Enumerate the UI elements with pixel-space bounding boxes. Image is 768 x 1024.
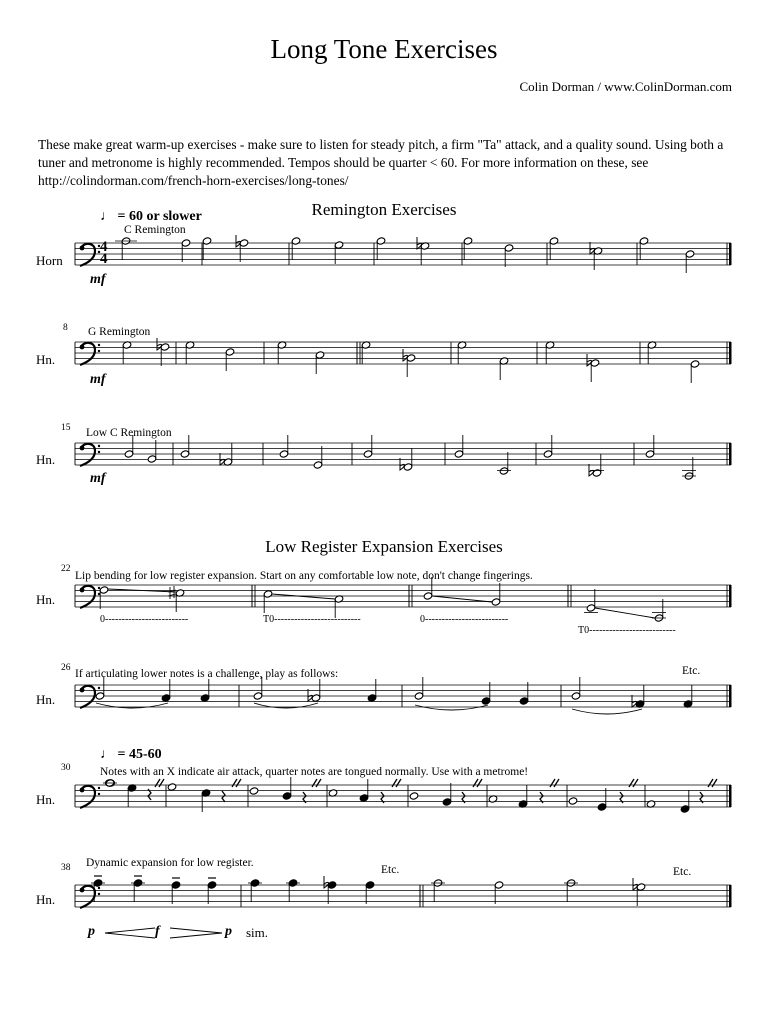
notehead-icon bbox=[200, 694, 210, 702]
measure-number: 30 bbox=[61, 763, 71, 773]
final-barline bbox=[729, 443, 732, 465]
etc-marking: Etc. bbox=[682, 665, 701, 677]
system-label-c-remington: C Remington bbox=[124, 224, 186, 236]
notehead-icon bbox=[409, 792, 419, 800]
breath-mark-icon bbox=[312, 779, 321, 787]
measure-number: 22 bbox=[61, 564, 71, 574]
final-barline bbox=[729, 342, 732, 364]
slur bbox=[415, 705, 488, 710]
measure-number: 8 bbox=[63, 323, 68, 333]
notehead-icon bbox=[207, 881, 217, 889]
instrument-name-hn: Hn. bbox=[36, 792, 56, 807]
notehead-icon bbox=[167, 783, 177, 791]
notehead-icon bbox=[590, 359, 600, 367]
notehead-icon bbox=[685, 250, 695, 258]
final-barline bbox=[729, 585, 732, 607]
bass-clef-icon bbox=[98, 350, 100, 352]
dynamic-f: f bbox=[155, 924, 160, 939]
notehead-icon bbox=[359, 794, 369, 802]
notehead-icon bbox=[311, 694, 321, 702]
time-signature-top: 4 bbox=[100, 239, 108, 255]
notehead-icon bbox=[180, 450, 190, 458]
breath-mark-icon bbox=[155, 779, 164, 787]
notehead-icon bbox=[568, 797, 578, 805]
fingering-line: 0------------------------- bbox=[100, 614, 189, 625]
gliss-line bbox=[595, 608, 655, 618]
notehead-icon bbox=[160, 343, 170, 351]
bass-clef-icon bbox=[80, 588, 85, 593]
etc-marking: Etc. bbox=[381, 864, 400, 876]
bass-clef-icon bbox=[80, 788, 85, 793]
fingering-line: T0-------------------------- bbox=[263, 614, 361, 625]
bass-clef-icon bbox=[98, 251, 100, 253]
bass-clef-icon bbox=[80, 888, 85, 893]
page-title: Long Tone Exercises bbox=[270, 34, 498, 64]
notehead-icon bbox=[291, 237, 301, 245]
notehead-icon bbox=[549, 237, 559, 245]
notehead-icon bbox=[597, 803, 607, 811]
section-title-remington: Remington Exercises bbox=[311, 200, 457, 219]
instrument-name-hn: Hn. bbox=[36, 692, 56, 707]
notehead-icon bbox=[279, 450, 289, 458]
measure-number: 38 bbox=[61, 863, 71, 873]
final-barline bbox=[729, 685, 732, 707]
bass-clef-icon bbox=[98, 445, 100, 447]
system-label-low-c-remington: Low C Remington bbox=[86, 427, 172, 439]
instrument-name-horn: Horn bbox=[36, 253, 63, 268]
notehead-icon bbox=[571, 692, 581, 700]
sharp-icon bbox=[168, 586, 176, 599]
final-barline bbox=[729, 243, 732, 265]
breath-mark-icon bbox=[473, 779, 482, 787]
quarter-rest-icon bbox=[222, 791, 225, 802]
breath-mark-icon bbox=[629, 779, 638, 787]
notehead-icon bbox=[376, 237, 386, 245]
notehead-icon bbox=[263, 590, 273, 598]
notehead-icon bbox=[454, 450, 464, 458]
breath-mark-icon bbox=[550, 779, 559, 787]
notehead-icon bbox=[225, 348, 235, 356]
bass-clef-icon bbox=[80, 446, 85, 451]
breath-mark-icon bbox=[392, 779, 401, 787]
etc-marking: Etc. bbox=[673, 866, 692, 878]
notehead-icon bbox=[586, 604, 596, 612]
breath-mark-icon bbox=[232, 779, 241, 787]
dynamic-mf: mf bbox=[90, 272, 106, 287]
notehead-icon bbox=[543, 450, 553, 458]
measure-number: 15 bbox=[61, 423, 71, 433]
final-barline bbox=[729, 885, 732, 907]
decrescendo-hairpin bbox=[170, 928, 222, 938]
notehead-icon bbox=[491, 598, 501, 606]
notehead-icon bbox=[161, 694, 171, 702]
bass-clef-icon bbox=[98, 887, 100, 889]
gliss-line bbox=[272, 594, 335, 599]
notehead-icon bbox=[639, 237, 649, 245]
notehead-icon bbox=[690, 360, 700, 368]
notehead-icon bbox=[147, 455, 157, 463]
notehead-icon bbox=[315, 351, 325, 359]
notehead-icon bbox=[494, 881, 504, 889]
notehead-icon bbox=[504, 244, 514, 252]
notehead-icon bbox=[181, 239, 191, 247]
notehead-icon bbox=[95, 692, 105, 700]
notehead-icon bbox=[253, 692, 263, 700]
instrument-name-hn: Hn. bbox=[36, 892, 56, 907]
time-signature-bottom: 4 bbox=[100, 251, 108, 267]
intro-text: These make great warm-up exercises - make sure to listen for steady pitch, a firm "Ta" attack, and a quality sound. Using both a tuner and metronome is highly recommended. Tempos should be quarter < 60. For more information on these, see http://colindorman.com/french-horn-exercises/long-tones/ bbox=[38, 137, 724, 188]
notehead-icon bbox=[645, 450, 655, 458]
notehead-icon bbox=[124, 450, 134, 458]
dynamic-p: p bbox=[88, 924, 95, 939]
system-label-lip-bending: Lip bending for low register expansion. Start on any comfortable low note, don't change fingerings. bbox=[75, 570, 533, 582]
notehead-icon bbox=[334, 241, 344, 249]
fingering-line: 0------------------------- bbox=[420, 614, 509, 625]
system-label-articulating: If articulating lower notes is a challenge, play as follows: bbox=[75, 668, 339, 680]
notehead-icon bbox=[499, 467, 509, 475]
bass-clef-icon bbox=[98, 451, 100, 453]
bass-clef-icon bbox=[98, 687, 100, 689]
bass-clef-icon bbox=[98, 787, 100, 789]
composer-credit: Colin Dorman / www.ColinDorman.com bbox=[519, 79, 732, 94]
dynamic-p: p bbox=[225, 924, 232, 939]
notehead-icon bbox=[363, 450, 373, 458]
measure-number: 26 bbox=[61, 663, 71, 673]
bass-clef-icon bbox=[98, 245, 100, 247]
bass-clef-icon bbox=[80, 688, 85, 693]
tempo-marking-2: ♩ = 45-60 bbox=[100, 747, 162, 762]
crescendo-hairpin bbox=[105, 928, 155, 938]
sim-marking: sim. bbox=[246, 925, 269, 940]
final-barline bbox=[729, 785, 732, 807]
instrument-name-hn: Hn. bbox=[36, 452, 56, 467]
dynamic-mf: mf bbox=[90, 471, 106, 486]
dynamic-mf: mf bbox=[90, 372, 106, 387]
notehead-icon bbox=[282, 792, 292, 800]
system-label-g-remington: G Remington bbox=[88, 326, 151, 338]
system-label-dynamic: Dynamic expansion for low register. bbox=[86, 857, 254, 869]
notehead-icon bbox=[313, 461, 323, 469]
system-label-air-attack: Notes with an X indicate air attack, quarter notes are tongued normally. Use with a metrome! bbox=[100, 766, 529, 778]
notehead-icon bbox=[442, 798, 452, 806]
section-title-low-register: Low Register Expansion Exercises bbox=[265, 537, 503, 556]
instrument-name-hn: Hn. bbox=[36, 352, 56, 367]
instrument-name-hn: Hn. bbox=[36, 592, 56, 607]
notehead-icon bbox=[481, 697, 491, 705]
notehead-icon bbox=[519, 697, 529, 705]
notehead-icon bbox=[463, 237, 473, 245]
notehead-icon bbox=[365, 881, 375, 889]
notehead-icon bbox=[327, 881, 337, 889]
notehead-icon bbox=[171, 881, 181, 889]
slur bbox=[572, 709, 642, 714]
tempo-marking-1: ♩ = 60 or slower bbox=[100, 209, 202, 224]
notehead-icon bbox=[367, 694, 377, 702]
notehead-icon bbox=[403, 463, 413, 471]
notehead-icon bbox=[406, 354, 416, 362]
bass-clef-icon bbox=[98, 793, 100, 795]
notehead-icon bbox=[249, 787, 259, 795]
notehead-icon bbox=[414, 692, 424, 700]
notehead-icon bbox=[99, 586, 109, 594]
notehead-icon bbox=[592, 469, 602, 477]
fingering-line: T0-------------------------- bbox=[578, 625, 676, 636]
notehead-icon bbox=[636, 883, 646, 891]
bass-clef-icon bbox=[80, 345, 85, 350]
breath-mark-icon bbox=[708, 779, 717, 787]
bass-clef-icon bbox=[98, 344, 100, 346]
notehead-icon bbox=[423, 592, 433, 600]
bass-clef-icon bbox=[80, 246, 85, 251]
notehead-icon bbox=[202, 237, 212, 245]
bass-clef-icon bbox=[98, 893, 100, 895]
notehead-icon bbox=[680, 805, 690, 813]
